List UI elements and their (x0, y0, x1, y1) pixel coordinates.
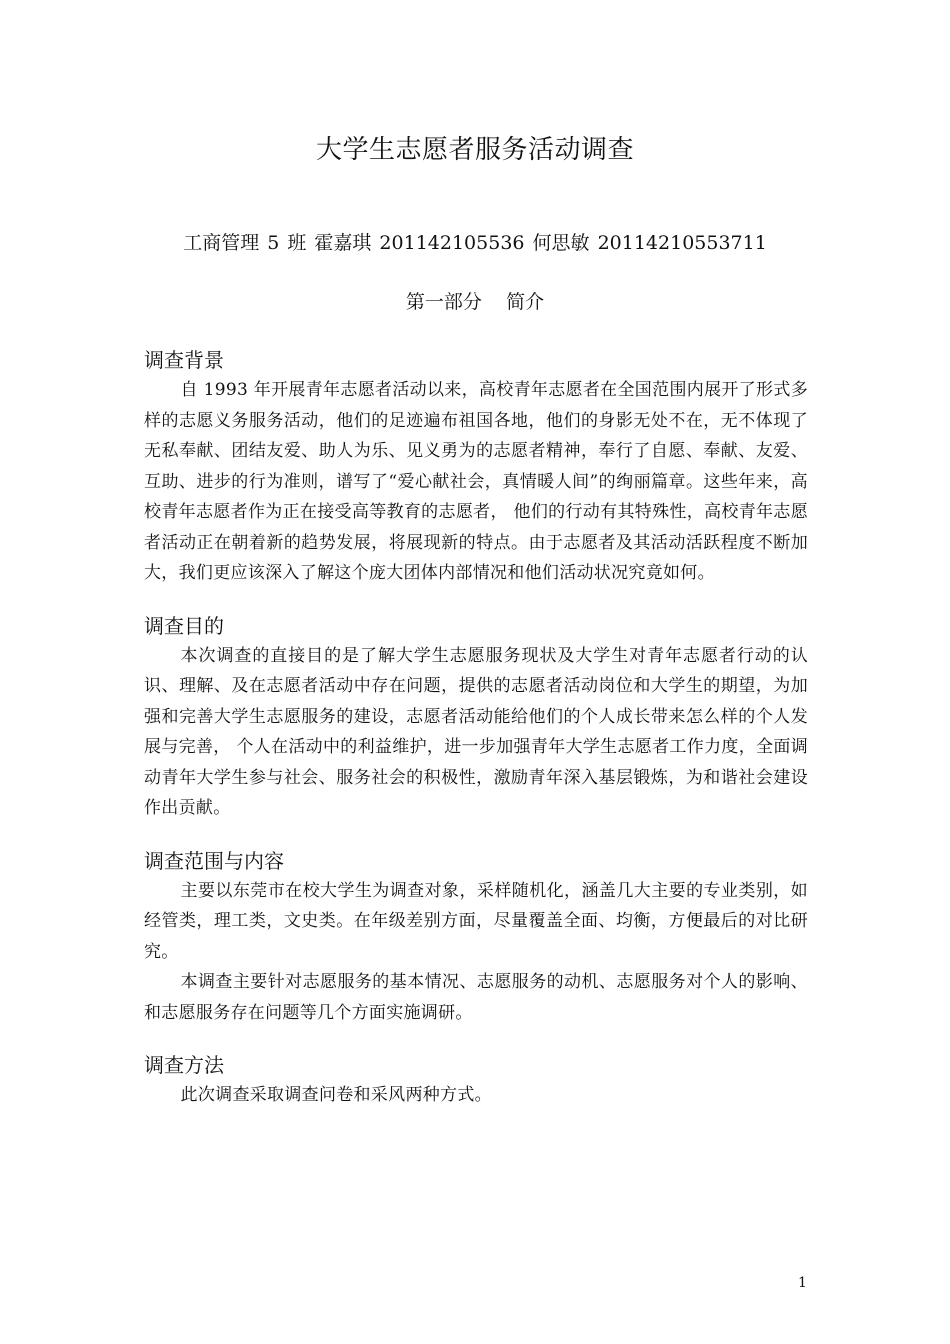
section-paragraph: 本次调查的直接目的是了解大学生志愿服务现状及大学生对青年志愿者行动的认识、理解、及在志愿者活动中存在问题，提供的志愿者活动岗位和大学生的期望，为加强和完善大学生志愿服务的建设，志愿者活动能给他们的个人成长带来怎么样的个人发展与完善， 个人在活动中的利益维护，进一步加强青年大学生志愿者工作力度，全面调动青年大学生参与社会、服务社会的积极性，激励青年深入基层锻炼，为和谐社会建设作出贡献。 (144, 645, 808, 818)
page-number: 1 (798, 1275, 807, 1291)
section-heading: 调查目的 (144, 613, 224, 638)
section-paragraph: 此次调查采取调查问卷和采风两种方式。 (180, 1085, 492, 1105)
document-body (144, 345, 808, 1133)
section-paragraph: 自 1993 年开展青年志愿者活动以来，高校青年志愿者在全国范围内展开了形式多样的志愿义务服务活动，他们的足迹遍布祖国各地，他们的身影无处不在，无不体现了无私奉献、团结友爱、助人为乐、见义勇为的志愿者精神，奉行了自愿、奉献、友爱、互助、进步的行为准则，谱写了“爱心献社会，真情暖人间”的绚丽篇章。这些年来，高校青年志愿者作为正在接受高等教育的志愿者， 他们的行动有其特殊性，高校青年志愿者活动正在朝着新的趋势发展，将展现新的特点。由于志愿者及其活动活跃程度不断加大，我们更应该深入了解这个庞大团体内部情况和他们活动状况究竟如何。 (144, 380, 808, 583)
section-purpose (144, 611, 808, 824)
section-paragraph: 本调查主要针对志愿服务的基本情况、志愿服务的动机、志愿服务对个人的影响、和志愿服务存在问题等几个方面实施调研。 (144, 972, 808, 1023)
section-heading: 调查方法 (144, 1053, 224, 1077)
author-line: 工商管理 5 班 霍嘉琪 201142105536 何思敏 20114210553711 (183, 232, 767, 254)
part-heading: 第一部分 简介 (405, 291, 545, 313)
section-heading: 调查背景 (144, 348, 224, 372)
section-heading: 调查范围与内容 (144, 848, 284, 873)
section-scope (144, 846, 808, 1029)
section-paragraph: 主要以东莞市在校大学生为调查对象，采样随机化，涵盖几大主要的专业类别，如经管类，理工类，文史类。在年级差别方面，尽量覆盖全面、均衡，方便最后的对比研究。 (144, 880, 808, 962)
document-title: 大学生志愿者服务活动调查 (315, 135, 634, 166)
section-background (144, 345, 808, 589)
section-method (144, 1050, 808, 1111)
